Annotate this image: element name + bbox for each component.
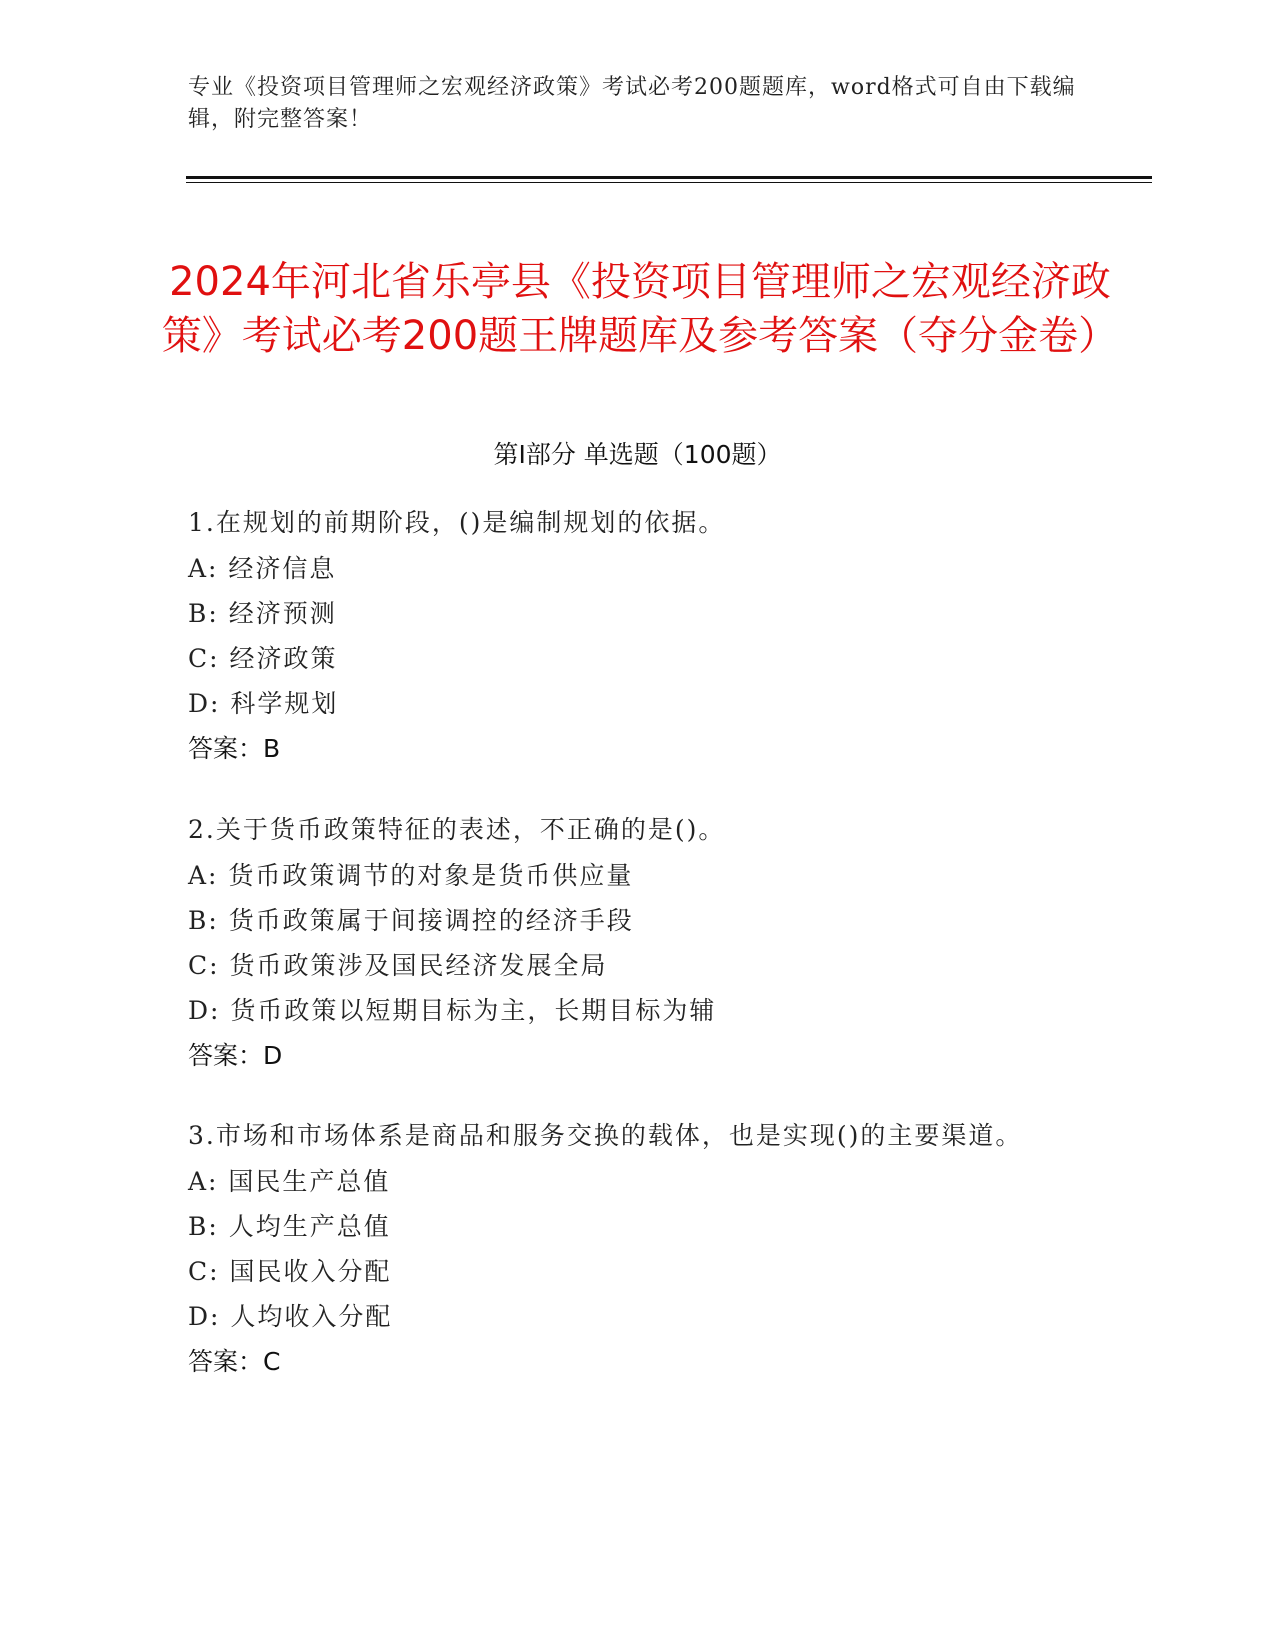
option-c: C: 经济政策: [188, 644, 338, 673]
section-title: 第I部分 单选题（100题）: [493, 440, 782, 469]
answer: 答案：B: [188, 734, 281, 763]
header-divider-thick: [186, 176, 1152, 179]
option-c: C: 货币政策涉及国民经济发展全局: [188, 951, 608, 980]
question-3: [188, 1113, 1088, 1385]
question-stem: 1.在规划的前期阶段，()是编制规划的依据。: [188, 508, 726, 537]
question-2: [188, 807, 1088, 1079]
answer: 答案：D: [188, 1041, 283, 1070]
option-d: D: 科学规划: [188, 689, 339, 718]
question-1: [188, 500, 1088, 772]
question-stem: 2.关于货币政策特征的表述，不正确的是()。: [188, 815, 726, 844]
option-a: A: 货币政策调节的对象是货币供应量: [188, 861, 634, 890]
option-b: B: 货币政策属于间接调控的经济手段: [188, 906, 634, 935]
document-title: 2024年河北省乐亭县《投资项目管理师之宏观经济政策》考试必考200题王牌题库及参考答案（夺分金卷）: [161, 258, 1119, 359]
option-d: D: 货币政策以短期目标为主，长期目标为辅: [188, 996, 717, 1025]
option-b: B: 人均生产总值: [188, 1212, 391, 1241]
answer: 答案：C: [188, 1347, 281, 1376]
option-a: A: 国民生产总值: [188, 1167, 391, 1196]
option-a: A: 经济信息: [188, 554, 337, 583]
header-divider-thin: [186, 182, 1152, 183]
option-c: C: 国民收入分配: [188, 1257, 392, 1286]
option-d: D: 人均收入分配: [188, 1302, 393, 1331]
option-b: B: 经济预测: [188, 599, 337, 628]
header-note: 专业《投资项目管理师之宏观经济政策》考试必考200题题库，word格式可自由下载编辑，附完整答案！: [188, 75, 1076, 132]
question-stem: 3.市场和市场体系是商品和服务交换的载体，也是实现()的主要渠道。: [188, 1121, 1023, 1150]
